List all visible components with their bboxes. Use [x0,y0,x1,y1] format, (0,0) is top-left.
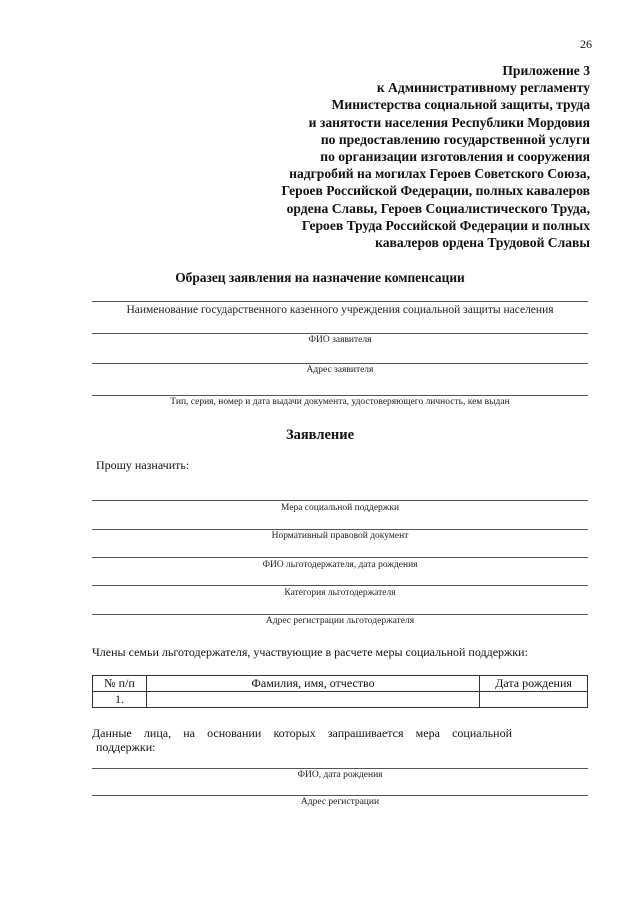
table-cell[interactable] [146,692,479,708]
form-title: Образец заявления на назначение компенсации [175,270,465,285]
field-label-beneficiary-category: Категория льготодержателя [284,588,396,598]
fill-line[interactable] [92,768,588,769]
field-label-beneficiary-address: Адрес регистрации льготодержателя [265,616,415,626]
header-line: надгробий на могилах Героев Советского Союза, [289,166,590,182]
person-text-line-2: поддержки: [96,740,156,754]
fill-line[interactable] [92,395,588,396]
fill-line[interactable] [92,529,588,530]
family-text: Члены семьи льготодержателя, участвующие в расчете меры социальной поддержки: [92,645,528,659]
fill-line[interactable] [92,585,588,586]
table-header-row [93,676,588,692]
field-label-identity-document: Тип, серия, номер и дата выдачи документа, удостоверяющего личность, кем выдан [170,397,510,407]
header-line: Приложение 3 [502,63,590,78]
header-line: к Административному регламенту [376,80,590,96]
header-line: Министерства социальной защиты, труда [331,97,590,113]
statement-heading: Заявление [285,427,355,443]
table-cell: 1. [93,692,147,708]
field-label-beneficiary-name: ФИО льготодержателя, дата рождения [262,560,418,570]
header-line: Героев Труда Российской Федерации и полных [301,217,590,233]
page-number: 26 [580,37,592,51]
fill-line[interactable] [92,363,588,364]
field-label-person-address: Адрес регистрации [300,797,380,807]
header-line: Героев Российской Федерации, полных кавалеров [281,183,590,199]
fill-line[interactable] [92,500,588,501]
table-row [93,692,588,708]
header-line: по организации изготовления и сооружения [320,149,590,165]
table-cell[interactable] [480,692,588,708]
fill-line[interactable] [92,333,588,334]
header-line: ордена Славы, Героев Социалистического Труда, [286,200,590,216]
person-text-line-1: Данные лица, на основании которых запрашивается мера социальной [92,726,512,740]
fill-line[interactable] [92,557,588,558]
field-label-person-name: ФИО, дата рождения [297,770,383,780]
request-text: Прошу назначить: [96,458,190,472]
header-line: по предоставлению государственной услуги [320,131,590,147]
header-line: кавалеров ордена Трудовой Славы [375,235,590,251]
fill-line[interactable] [92,795,588,796]
fill-line[interactable] [92,614,588,615]
fill-line[interactable] [92,301,588,302]
field-label-applicant-name: ФИО заявителя [308,335,372,345]
column-header: Дата рождения [480,676,588,692]
column-header: Фамилия, имя, отчество [146,676,479,692]
field-label-institution: Наименование государственного казенного учреждения социальной защиты населения [126,304,554,316]
field-label-applicant-address: Адрес заявителя [306,365,374,375]
document-header [150,62,590,251]
column-header: № п/п [93,676,147,692]
field-label-legal-document: Нормативный правовой документ [271,531,409,541]
field-label-support-measure: Мера социальной поддержки [280,503,400,513]
header-line: и занятости населения Республики Мордовия [308,114,590,130]
family-members-table [92,675,588,708]
